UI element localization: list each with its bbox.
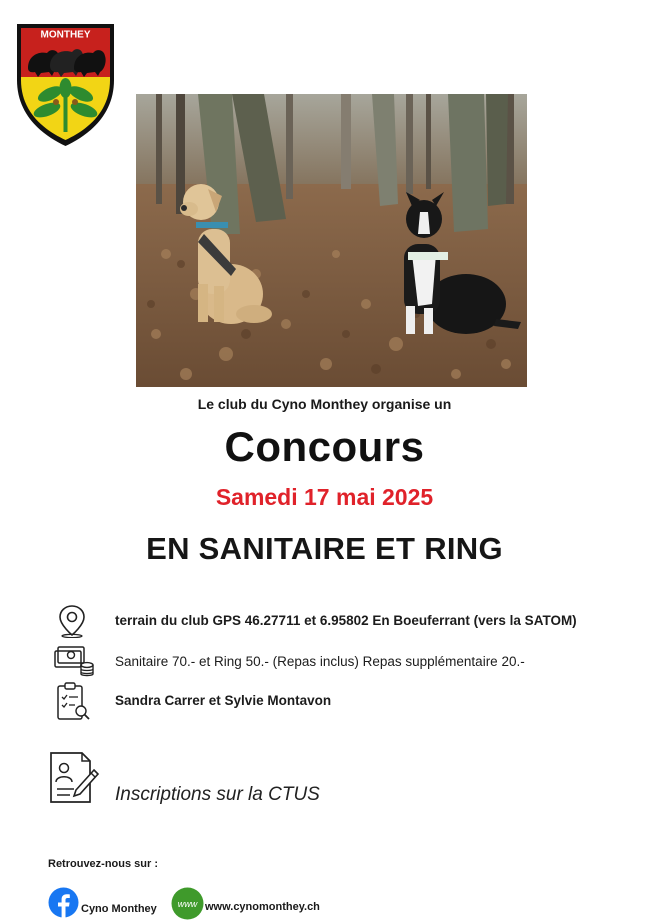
judges-text: Sandra Carrer et Sylvie Montavon xyxy=(115,693,332,708)
organiser-line: Le club du Cyno Monthey organise un xyxy=(197,396,452,412)
crest-banner-text: MONTHEY xyxy=(40,29,91,41)
event-date: Samedi 17 mai 2025 xyxy=(215,484,434,510)
registration-text: Inscriptions sur la CTUS xyxy=(115,784,320,805)
facebook-icon[interactable] xyxy=(48,887,79,918)
follow-us-label: Retrouvez-nous sur : xyxy=(48,858,159,870)
form-pen-icon xyxy=(48,750,100,806)
dogs-in-forest-photo xyxy=(136,94,527,387)
monthey-crest-logo xyxy=(14,20,117,148)
website-icon[interactable] xyxy=(171,887,204,920)
facebook-link[interactable]: Cyno Monthey xyxy=(81,903,157,915)
location-pin-icon xyxy=(58,604,86,638)
price-text: Sanitaire 70.- et Ring 50.- (Repas inclus) Repas supplémentaire 20.- xyxy=(115,654,525,669)
location-text: terrain du club GPS 46.27711 et 6.95802 En Boeuferrant (vers la SATOM) xyxy=(115,613,577,628)
money-icon xyxy=(53,643,95,679)
event-subtitle: EN SANITAIRE ET RING xyxy=(146,531,503,566)
clipboard-judge-icon xyxy=(55,681,91,723)
web-icon-text: www xyxy=(177,899,198,909)
poster-title: Concours xyxy=(224,423,425,470)
website-link[interactable]: www.cynomonthey.ch xyxy=(205,901,320,913)
